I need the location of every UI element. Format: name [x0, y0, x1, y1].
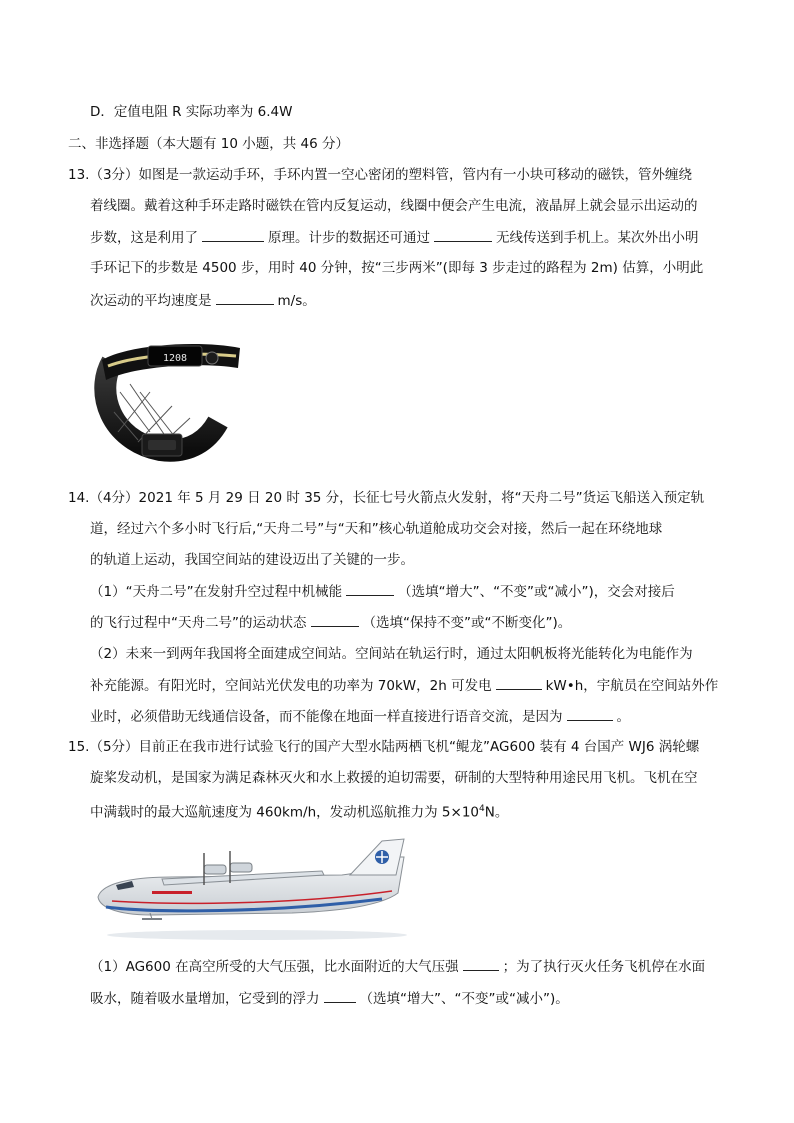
- answer-blank[interactable]: [324, 988, 356, 1003]
- answer-blank[interactable]: [346, 581, 394, 596]
- q14-part2-line-3: 业时，必须借助无线通信设备，而不能像在地面一样直接进行语音交流，是因为 。: [90, 706, 630, 727]
- q15-part1-line-2: 吸水，随着吸水量增加，它受到的浮力 （选填“增大”、“不变”或“减小”)。: [90, 988, 569, 1009]
- q14-line-2: 道，经过六个多小时飞行后,“天舟二号”与“天和”核心轨道舱成功交会对接，然后一起在环绕地球: [90, 521, 663, 537]
- q13-line-5: 次运动的平均速度是 m/s。: [90, 290, 316, 311]
- q14-part1-line-2: 的飞行过程中“天舟二号”的运动状态 （选填“保持不变”或“不断变化”)。: [90, 612, 571, 633]
- q14-part2-line-2: 补充能源。有阳光时，空间站光伏发电的功率为 70kW，2h 可发电 kW•h，宇航员在空间站外作: [90, 675, 718, 696]
- answer-blank[interactable]: [311, 612, 359, 627]
- q15-line-3: 中满载时的最大巡航速度为 460km/h，发动机巡航推力为 $5\times 10^4N$。: [90, 804, 509, 821]
- section-heading: 二、非选择题（本大题有 10 小题，共 46 分）: [68, 136, 350, 152]
- ag600-aircraft-image: [92, 835, 418, 945]
- q14-line-1: 14.（4分）2021 年 5 月 29 日 20 时 35 分，长征七号火箭点火发射，将“天舟二号”货运飞船送入预定轨: [68, 490, 705, 506]
- fitness-band-image: [90, 322, 250, 472]
- option-d: D．定值电阻 R 实际功率为 6.4W: [90, 104, 293, 120]
- q15-line-1: 15.（5分）目前正在我市进行试验飞行的国产大型水陆两栖飞机“鲲龙”AG600 装有 4 台国产 WJ6 涡轮螺: [68, 739, 700, 755]
- answer-blank[interactable]: [463, 956, 499, 971]
- q13-line-3: 步数，这是利用了 原理。计步的数据还可通过 无线传送到手机上。某次外出小明: [90, 227, 699, 248]
- answer-blank[interactable]: [567, 706, 613, 721]
- q14-part1-line-1: （1）“天舟二号”在发射升空过程中机械能 （选填“增大”、“不变”或“减小”)，交会对接后: [90, 581, 675, 602]
- q15-part1-line-1: （1）AG600 在高空所受的大气压强，比水面附近的大气压强 ；为了执行灭火任务飞机停在水面: [90, 956, 705, 977]
- q15-line-2: 旋桨发动机，是国家为满足森林灭火和水上救援的迫切需要，研制的大型特种用途民用飞机。飞机在空: [90, 770, 698, 786]
- q14-part2-line-1: （2）未来一到两年我国将全面建成空间站。空间站在轨运行时，通过太阳帆板将光能转化为电能作为: [90, 646, 693, 662]
- answer-blank[interactable]: [496, 675, 542, 690]
- q13-line-1: 13.（3分）如图是一款运动手环，手环内置一空心密闭的塑料管，管内有一小块可移动的磁铁，管外缠绕: [68, 167, 693, 183]
- watch-time-display: 1208: [162, 353, 188, 364]
- q13-line-4: 手环记下的步数是 4500 步，用时 40 分钟，按“三步两米”(即每 3 步走过的路程为 2m) 估算，小明此: [90, 260, 704, 276]
- answer-blank[interactable]: [202, 227, 264, 242]
- q14-line-3: 的轨道上运动，我国空间站的建设迈出了关键的一步。: [90, 552, 414, 568]
- answer-blank[interactable]: [434, 227, 492, 242]
- answer-blank[interactable]: [216, 290, 274, 305]
- q13-line-2: 着线圈。戴着这种手环走路时磁铁在管内反复运动，线圈中便会产生电流，液晶屏上就会显示出运动的: [90, 198, 698, 214]
